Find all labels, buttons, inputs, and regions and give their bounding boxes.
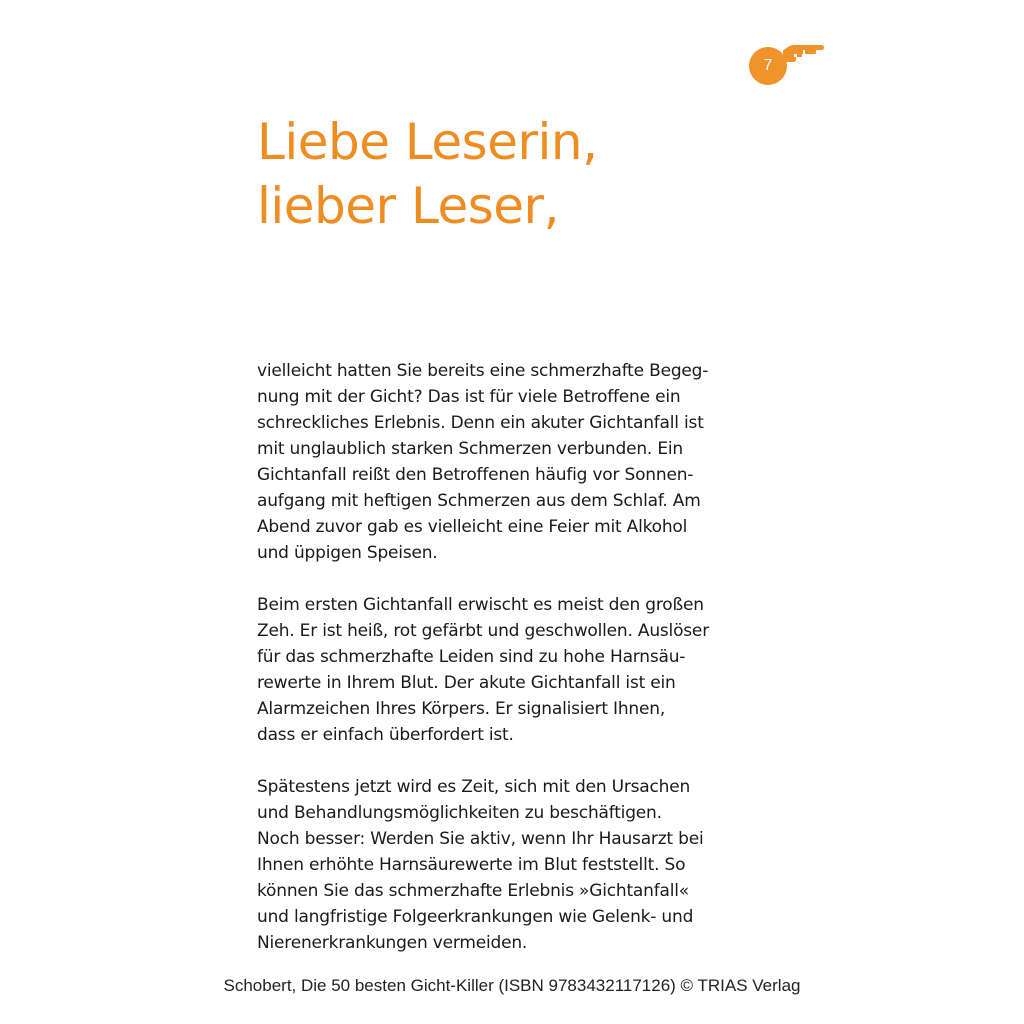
text-line: und üppigen Speisen. — [257, 543, 438, 563]
text-line: dass er einfach überfordert ist. — [257, 725, 514, 745]
heading-line: Liebe Leserin, — [257, 113, 598, 171]
text-line: Zeh. Er ist heiß, rot gefärbt und geschwollen. Auslöser — [257, 621, 709, 641]
text-line: nung mit der Gicht? Das ist für viele Betroffene ein — [257, 387, 681, 407]
text-line: vielleicht hatten Sie bereits eine schmerzhafte Begeg- — [257, 361, 709, 381]
text-line: Beim ersten Gichtanfall erwischt es meist den großen — [257, 595, 704, 615]
text-line: für das schmerzhafte Leiden sind zu hohe Harnsäu- — [257, 647, 686, 667]
page-footer: Schobert, Die 50 besten Gicht-Killer (ISBN 9783432117126) © TRIAS Verlag — [223, 976, 801, 995]
text-line: rewerte in Ihrem Blut. Der akute Gichtanfall ist ein — [257, 673, 676, 693]
text-line: Nierenerkrankungen vermeiden. — [257, 933, 528, 953]
text-line: Noch besser: Werden Sie aktiv, wenn Ihr Hausarzt bei — [257, 829, 704, 849]
text-line: Ihnen erhöhte Harnsäurewerte im Blut feststellt. So — [257, 855, 686, 875]
page-heading — [257, 110, 817, 238]
pointing-hand-icon — [781, 41, 825, 63]
text-line: und Behandlungsmöglichkeiten zu beschäftigen. — [257, 803, 662, 823]
text-line: und langfristige Folgeerkrankungen wie Gelenk- und — [257, 907, 694, 927]
text-line: Spätestens jetzt wird es Zeit, sich mit den Ursachen — [257, 777, 691, 797]
body-text — [257, 358, 757, 982]
heading-line: lieber Leser, — [257, 177, 559, 235]
text-line: mit unglaublich starken Schmerzen verbunden. Ein — [257, 439, 683, 459]
page-number-badge: 7 — [749, 47, 787, 85]
paragraph — [257, 774, 757, 956]
text-line: aufgang mit heftigen Schmerzen aus dem Schlaf. Am — [257, 491, 701, 511]
text-line: Gichtanfall reißt den Betroffenen häufig vor Sonnen- — [257, 465, 694, 485]
text-line: können Sie das schmerzhafte Erlebnis »Gichtanfall« — [257, 881, 689, 901]
text-line: Abend zuvor gab es vielleicht eine Feier mit Alkohol — [257, 517, 688, 537]
paragraph — [257, 592, 757, 748]
text-line: Alarmzeichen Ihres Körpers. Er signalisiert Ihnen, — [257, 699, 666, 719]
paragraph — [257, 358, 757, 566]
text-line: schreckliches Erlebnis. Denn ein akuter Gichtanfall ist — [257, 413, 704, 433]
